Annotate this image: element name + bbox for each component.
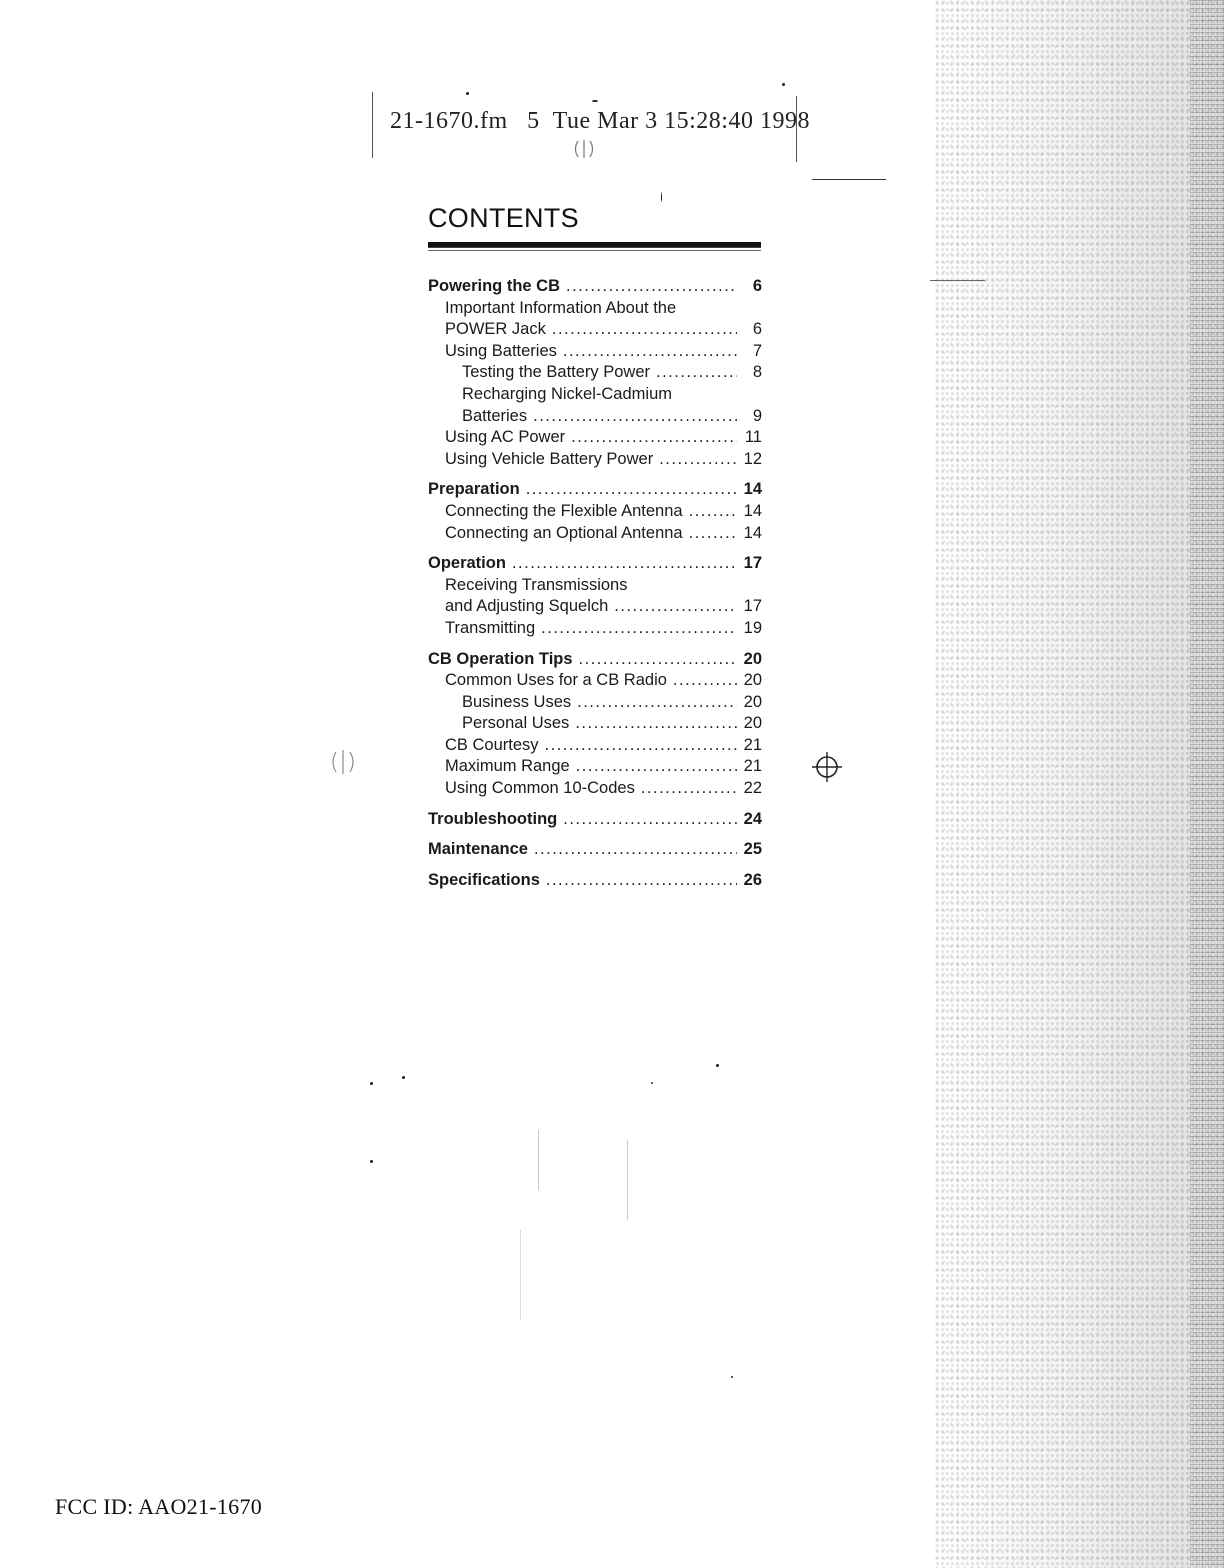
toc-dot-leader bbox=[563, 341, 737, 363]
toc-dot-leader bbox=[546, 870, 737, 892]
toc-dot-leader bbox=[575, 713, 737, 735]
toc-page-number: 19 bbox=[743, 618, 762, 637]
toc-page-number: 14 bbox=[743, 523, 762, 542]
toc-dot-leader bbox=[563, 809, 737, 831]
header-page: 5 bbox=[527, 108, 540, 134]
toc-entry bbox=[428, 649, 762, 671]
toc-dot-leader bbox=[656, 362, 737, 384]
scan-speck bbox=[651, 1082, 653, 1084]
toc-page-number: 25 bbox=[743, 840, 762, 859]
scan-speck bbox=[731, 1376, 733, 1378]
toc-dot-leader bbox=[571, 427, 737, 449]
print-header bbox=[390, 108, 810, 135]
title-rule bbox=[428, 242, 761, 248]
toc-dot-leader bbox=[673, 670, 737, 692]
toc-entry-title: Maintenance bbox=[428, 840, 528, 859]
toc-entry-title: Business Uses bbox=[462, 692, 572, 711]
scan-edge-strip bbox=[1190, 0, 1224, 1568]
toc-entry-title: Troubleshooting bbox=[428, 809, 558, 828]
toc-entry-title: Specifications bbox=[428, 870, 540, 889]
toc-dot-leader bbox=[614, 596, 737, 618]
toc-page-number: 17 bbox=[743, 554, 762, 573]
toc-entry bbox=[428, 298, 762, 320]
toc-entry-title: and Adjusting Squelch bbox=[445, 597, 609, 616]
toc-page-number: 17 bbox=[743, 597, 762, 616]
toc-dot-leader bbox=[541, 618, 737, 640]
toc-page-number: 20 bbox=[743, 714, 762, 733]
toc-page-number: 21 bbox=[743, 735, 762, 754]
toc-dot-leader bbox=[526, 479, 737, 501]
scan-speck bbox=[402, 1076, 405, 1079]
toc-entry bbox=[428, 427, 762, 449]
toc-entry-title: Receiving Transmissions bbox=[445, 575, 628, 594]
toc-entry bbox=[428, 778, 762, 800]
toc-entry bbox=[428, 276, 762, 298]
toc-entry bbox=[428, 406, 762, 428]
toc-entry bbox=[428, 618, 762, 640]
crop-mark-left bbox=[372, 92, 373, 158]
toc-entry-title: Connecting an Optional Antenna bbox=[445, 523, 683, 542]
toc-entry-title: Preparation bbox=[428, 480, 520, 499]
scan-speck bbox=[370, 1160, 373, 1163]
toc-entry-title: Recharging Nickel-Cadmium bbox=[462, 384, 672, 403]
scan-noise-edge bbox=[934, 0, 1224, 1568]
toc-entry bbox=[428, 670, 762, 692]
toc-entry bbox=[428, 596, 762, 618]
toc-entry bbox=[428, 501, 762, 523]
toc-entry-title: Testing the Battery Power bbox=[462, 363, 651, 382]
toc-dot-leader bbox=[534, 839, 737, 861]
toc-dot-leader bbox=[577, 692, 737, 714]
toc-entry bbox=[428, 523, 762, 545]
toc-page-number: 14 bbox=[743, 480, 762, 499]
toc-entry bbox=[428, 362, 762, 384]
toc-page-number: 21 bbox=[743, 757, 762, 776]
scan-artifact-line bbox=[538, 1130, 539, 1190]
scan-speck bbox=[661, 192, 662, 202]
fcc-id: FCC ID: AAO21-1670 bbox=[55, 1494, 263, 1519]
scan-speck bbox=[716, 1064, 719, 1067]
registration-mark-top bbox=[570, 138, 598, 160]
scan-speck bbox=[466, 92, 469, 95]
crop-mark-top-right bbox=[812, 179, 886, 180]
toc-entry-title: POWER Jack bbox=[445, 320, 546, 339]
toc-page-number: 24 bbox=[743, 809, 762, 828]
toc-entry bbox=[428, 553, 762, 575]
scan-artifact-line bbox=[520, 1230, 521, 1320]
toc-entry bbox=[428, 319, 762, 341]
toc-entry bbox=[428, 756, 762, 778]
toc-page-number: 7 bbox=[752, 341, 762, 360]
toc-entry-title: Maximum Range bbox=[445, 757, 570, 776]
scan-speck bbox=[370, 1082, 373, 1085]
toc-entry-title: Common Uses for a CB Radio bbox=[445, 671, 667, 690]
toc-page-number: 12 bbox=[743, 449, 762, 468]
toc-dot-leader bbox=[689, 523, 737, 545]
toc-entry bbox=[428, 870, 762, 892]
scan-artifact-line bbox=[627, 1140, 628, 1220]
registration-mark-left bbox=[328, 748, 358, 776]
toc-dot-leader bbox=[545, 735, 737, 757]
toc-entry bbox=[428, 575, 762, 597]
toc-entry bbox=[428, 839, 762, 861]
header-datetime: Tue Mar 3 15:28:40 1998 bbox=[552, 108, 810, 134]
toc-entry bbox=[428, 341, 762, 363]
toc-page-number: 26 bbox=[743, 870, 762, 889]
toc-page-number: 20 bbox=[743, 671, 762, 690]
toc-page-number: 20 bbox=[743, 692, 762, 711]
toc-dot-leader bbox=[576, 756, 737, 778]
toc-page-number: 11 bbox=[744, 428, 762, 447]
toc-dot-leader bbox=[689, 501, 737, 523]
toc-page-number: 9 bbox=[752, 406, 762, 425]
toc-entry bbox=[428, 735, 762, 757]
toc-entry-title: CB Courtesy bbox=[445, 735, 539, 754]
toc-page-number: 6 bbox=[752, 277, 762, 295]
toc-dot-leader bbox=[512, 553, 737, 575]
toc-entry-title: Using AC Power bbox=[445, 428, 566, 447]
crosshair-icon bbox=[812, 752, 842, 782]
toc-page-number: 14 bbox=[743, 501, 762, 520]
toc-entry-title: CB Operation Tips bbox=[428, 649, 573, 668]
toc-entry bbox=[428, 809, 762, 831]
toc-entry-title: Using Vehicle Battery Power bbox=[445, 449, 654, 468]
toc-entry-title: Using Batteries bbox=[445, 341, 557, 360]
toc-entry bbox=[428, 479, 762, 501]
toc-dot-leader bbox=[579, 649, 737, 671]
scan-speck bbox=[592, 100, 598, 102]
toc-entry bbox=[428, 713, 762, 735]
page-title: CONTENTS bbox=[428, 203, 579, 233]
crop-mark-mid-right bbox=[930, 280, 985, 281]
toc-entry-title: Using Common 10-Codes bbox=[445, 779, 635, 798]
title-rule-thin bbox=[428, 250, 761, 251]
header-file: 21-1670.fm bbox=[390, 108, 508, 134]
toc-entry bbox=[428, 384, 762, 406]
toc-entry-title: Important Information About the bbox=[445, 298, 677, 317]
toc-page-number: 22 bbox=[743, 779, 762, 798]
toc-dot-leader bbox=[641, 778, 737, 800]
toc-dot-leader bbox=[533, 406, 737, 428]
toc-entry-title: Personal Uses bbox=[462, 714, 570, 733]
toc-dot-leader bbox=[659, 449, 737, 471]
toc-entry-title: Connecting the Flexible Antenna bbox=[445, 501, 683, 520]
scan-speck bbox=[782, 83, 785, 86]
toc-page-number: 6 bbox=[752, 320, 762, 339]
toc-page-number: 20 bbox=[743, 649, 762, 668]
toc-entry bbox=[428, 449, 762, 471]
toc-dot-leader bbox=[566, 276, 737, 298]
toc-dot-leader bbox=[552, 319, 737, 341]
toc-page-number: 8 bbox=[752, 363, 762, 382]
toc-entry-title: Powering the CB bbox=[428, 277, 561, 295]
toc-entry bbox=[428, 692, 762, 714]
toc-entry-title: Operation bbox=[428, 554, 506, 573]
table-of-contents bbox=[428, 276, 762, 891]
toc-entry-title: Batteries bbox=[462, 406, 528, 425]
toc-entry-title: Transmitting bbox=[445, 618, 536, 637]
